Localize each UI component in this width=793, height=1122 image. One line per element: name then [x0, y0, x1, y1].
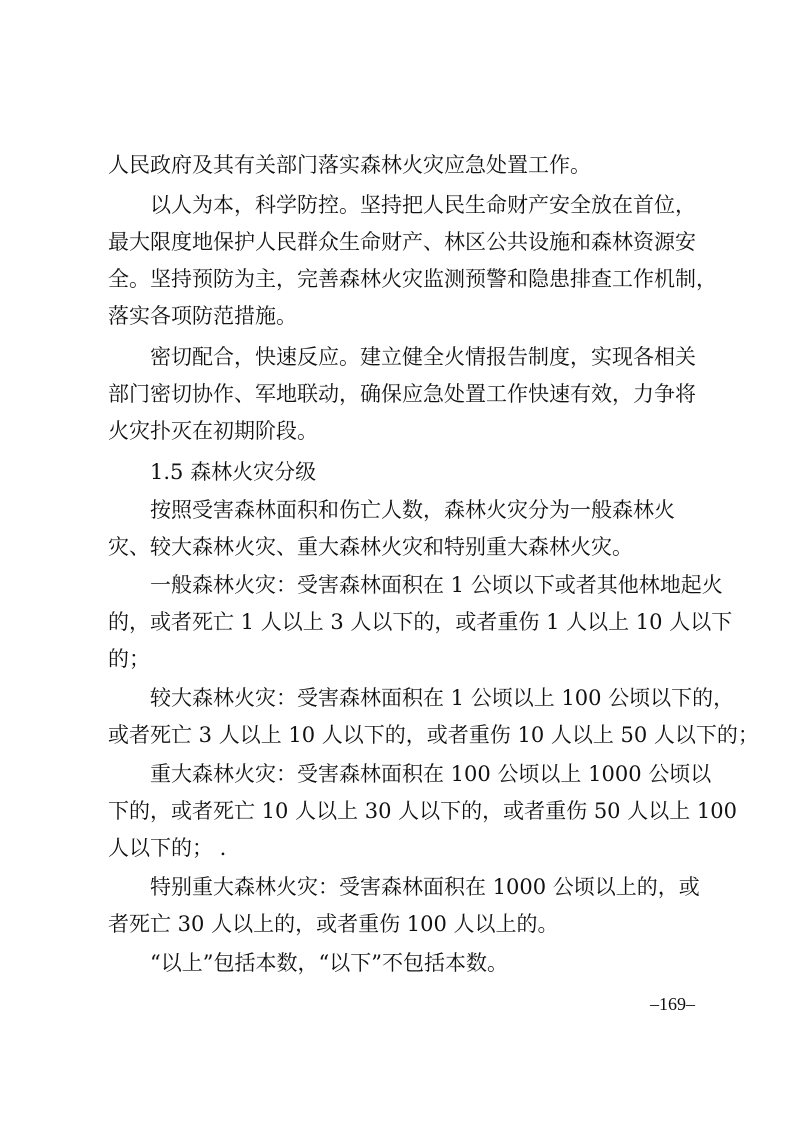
text-line: 以人为本，科学防控。坚持把人民生命财产安全放在首位，: [150, 193, 696, 217]
text-line: 最大限度地保护人民群众生命财产、林区公共设施和森林资源安: [108, 230, 696, 254]
text-line: 下的，或者死亡 10 人以上 30 人以下的，或者重伤 50 人以上 100: [108, 799, 737, 823]
text-line: 全。坚持预防为主，完善森林火灾监测预警和隐患排查工作机制，: [108, 267, 717, 291]
text-line: 特别重大森林火灾：受害森林面积在 1000 公顷以上的，或: [150, 875, 700, 899]
text-line: 人以下的； .: [108, 836, 227, 860]
text-line: 较大森林火灾：受害森林面积在 1 公顷以上 100 公顷以下的，: [150, 686, 735, 710]
text-line: 一般森林火灾：受害森林面积在 1 公顷以下或者其他林地起火: [150, 573, 723, 597]
text-line: 重大森林火灾：受害森林面积在 100 公顷以上 1000 公顷以: [150, 762, 712, 786]
text-line: 灾、较大森林火灾、重大森林火灾和特别重大森林火灾。: [108, 535, 633, 559]
text-line: “以上”包括本数，“以下”不包括本数。: [150, 951, 508, 975]
text-line: 落实各项防范措施。: [108, 304, 297, 328]
text-line: 者死亡 30 人以上的，或者重伤 100 人以上的。: [108, 912, 559, 936]
text-line: 火灾扑灭在初期阶段。: [108, 419, 318, 443]
text-line: 人民政府及其有关部门落实森林火灾应急处置工作。: [108, 153, 591, 177]
section-heading: 1.5 森林火灾分级: [150, 460, 317, 484]
text-line: 或者死亡 3 人以上 10 人以下的，或者重伤 10 人以上 50 人以下的；: [108, 723, 759, 747]
text-line: 密切配合，快速反应。建立健全火情报告制度，实现各相关: [150, 345, 696, 369]
text-line: 的，或者死亡 1 人以上 3 人以下的，或者重伤 1 人以上 10 人以下: [108, 610, 733, 634]
page-number: –169–: [650, 994, 695, 1014]
text-line: 按照受害森林面积和伤亡人数，森林火灾分为一般森林火: [150, 498, 675, 522]
text-line: 部门密切协作、军地联动，确保应急处置工作快速有效，力争将: [108, 382, 696, 406]
text-line: 的；: [108, 647, 150, 671]
